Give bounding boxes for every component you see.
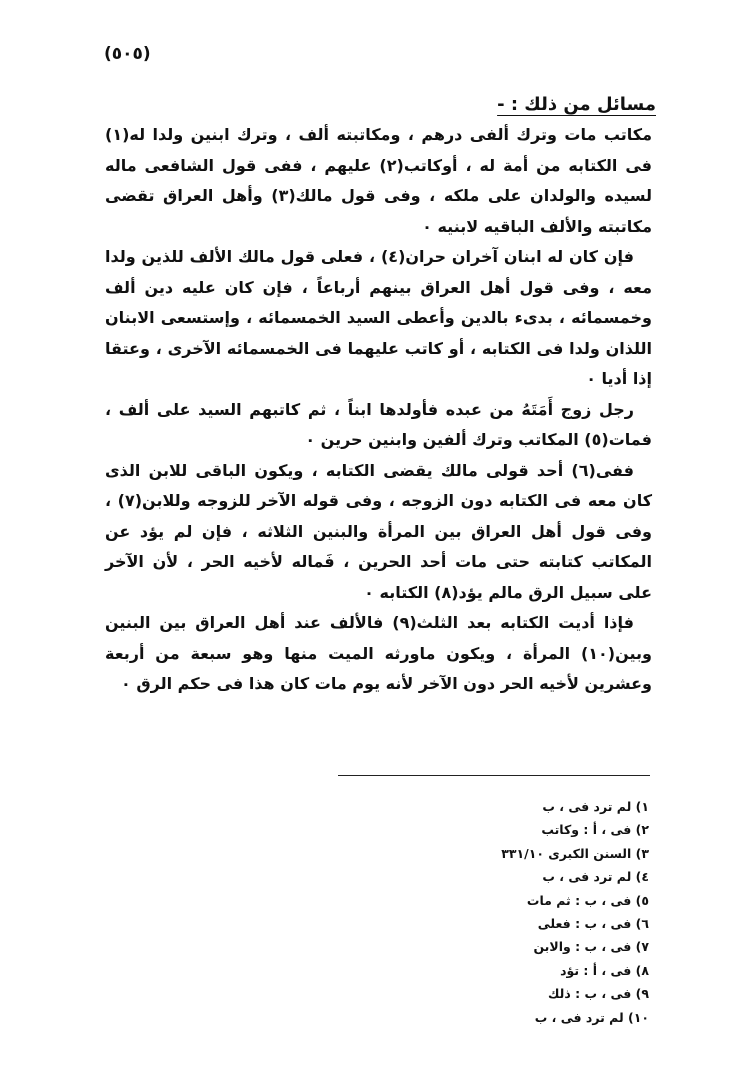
footnote-divider xyxy=(338,775,650,776)
footnote-item: ١) لم ترد فى ، ب xyxy=(542,799,649,814)
paragraph: فإن كان له ابنان آخران حران(٤) ، فعلى قول مالك الألف للذين ولدا معه ، وفى قول أهل العراق بينهم أرباعاً ، فإن كان عليه دين ألف وخمسمائه ، بدىء بالدين وأعطى السيد الخمسمائه ، وإستسعى الابنان اللذان ولدا فى الكتابه ، أو كاتب عليهما فى الخمسمائه الآخرى ، وعتقا إذا أديا ٠ xyxy=(105,247,652,388)
body-text xyxy=(105,120,652,700)
footnote-item: ٣) السنن الكبرى ٣٣١/١٠ xyxy=(501,845,649,861)
section-heading-text: مسائل من ذلك : - xyxy=(497,94,656,115)
footnote-item: ١٠) لم ترد فى ، ب xyxy=(534,1009,649,1025)
paragraph: ففى(٦) أحد قولى مالك يقضى الكتابه ، ويكون الباقى للابن الذى كان معه فى الكتابه دون الزوجه ، وفى قوله الآخر للزوجه وللابن(٧) ، وفى قول أهل العراق بين المرأة والبنين الثلاثه ، فإن لم يؤد عن المكاتب كتابته حتى مات أحد الحرين ، فَماله لأخيه الحر ، لأن الآخر على سبيل الرق مالم يؤد(٨) الكتابه ٠ xyxy=(105,460,653,602)
footnote-item: ٨) فى ، أ : تؤد xyxy=(560,962,649,978)
footnote-item: ٩) فى ، ب : ذلك xyxy=(548,986,649,1002)
footnote-item: ٤) لم ترد فى ، ب xyxy=(542,869,649,885)
footnotes-list xyxy=(389,795,649,1029)
paragraph: رجل زوج أَمَتَهُ من عبده فأولدها ابناً ، ثم كاتبهم السيد على ألف ، فمات(٥) المكاتب وترك ألفين وابنين حرين ٠ xyxy=(105,399,652,449)
section-heading xyxy=(497,94,656,115)
footnote-item: ٦) فى ، ب : فعلى xyxy=(537,916,649,932)
footnote-item: ٢) فى ، أ : وكاتب xyxy=(541,822,649,838)
footnote-item: ٥) فى ، ب : ثم مات xyxy=(526,892,649,908)
paragraph: مكاتب مات وترك ألفى درهم ، ومكاتبته ألف ، وترك ابنين ولدا له(١) فى الكتابه من أمة له ، أوكاتب(٢) عليهم ، ففى قول الشافعى ماله لسيده والولدان على ملكه ، وفى قول مالك(٣) وأهل العراق تقضى مكاتبته والألف الباقيه لابنيه ٠ xyxy=(105,125,652,236)
footnote-item: ٧) فى ، ب : والابن xyxy=(533,939,649,955)
page-number: (٥٠٥) xyxy=(104,44,151,64)
paragraph: فإذا أديت الكتابه بعد الثلث(٩) فالألف عند أهل العراق بين البنين وبين(١٠) المرأة ، ويكون ماورثه الميت منها وهو سبعة من أربعة وعشرين لأخيه الحر دون الآخر لأنه يوم مات كان هذا فى حكم الرق ٠ xyxy=(105,613,652,693)
